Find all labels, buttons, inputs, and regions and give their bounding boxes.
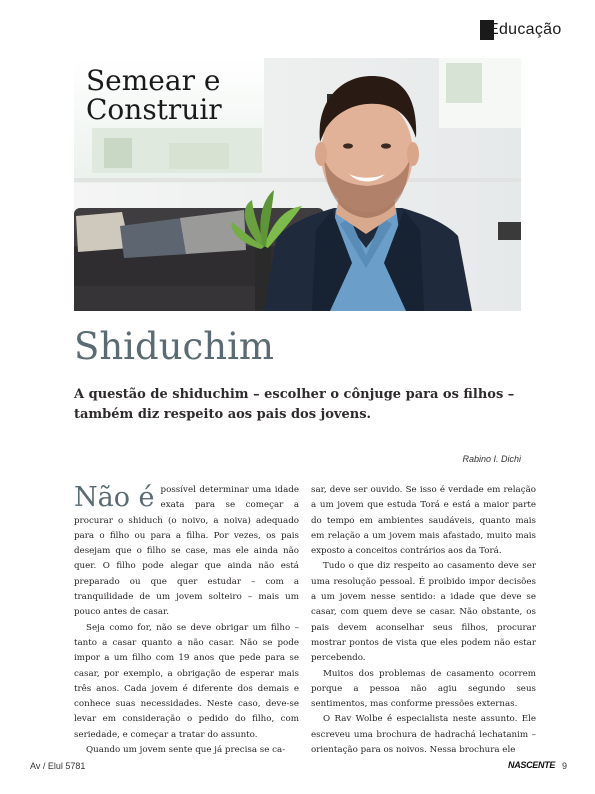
body-column-left bbox=[74, 483, 299, 758]
body-paragraph: Tudo o que diz respeito ao casamento deve ser uma resolução pessoal. É proibido impor decisões a um jovem nesse sentido: a idade que deve se casar, com quem deve se casar. Não obstante, os pais devem aconselhar seus filhos, procurar mostrar pontos de vista que eles podem não estar percebendo. bbox=[311, 561, 536, 664]
body-paragraph: O Rav Wolbe é especialista neste assunto. Ele escreveu uma brochura de hadrachá lechatanim – orientação para os noivos. Nessa brochura ele bbox=[311, 714, 536, 756]
issue-date: Av / Elul 5781 bbox=[30, 761, 86, 771]
body-paragraph-text: possível determinar uma idade exata para se começar a procurar o shiduch (o noivo, a noiva) adequado para o filho ou para a filha. Por vezes, os pais desejam que o filho se case, mas ele ainda não quer. O filho pode alegar que ainda não está preparado ou que quer estudar – com a tranquilidade de um jovem solteiro – mais um pouco antes de casar. bbox=[74, 485, 299, 618]
article-title: Shiduchim bbox=[74, 325, 274, 368]
series-title bbox=[86, 66, 222, 124]
hero-photo bbox=[74, 58, 521, 311]
section-tag bbox=[480, 20, 562, 40]
body-column-right bbox=[311, 483, 536, 758]
body-paragraph: Quando um jovem sente que já precisa se ca- bbox=[86, 745, 286, 756]
magazine-logo: NASCENTE bbox=[508, 760, 556, 770]
body-paragraph: Muitos dos problemas de casamento ocorrem porque a pessoa não agiu segundo seus sentimentos, mas conforme pressões externas. bbox=[311, 668, 536, 710]
series-title-line1: Semear e bbox=[86, 64, 221, 97]
article-author: Rabino I. Dichi bbox=[462, 454, 521, 464]
article-lead: A questão de shiduchim – escolher o cônjuge para os filhos – também diz respeito aos pais dos jovens. bbox=[74, 387, 515, 422]
section-tag-label: Educação bbox=[488, 21, 562, 38]
body-paragraph: Seja como for, não se deve obrigar um filho – tanto a casar quanto a não casar. Não se pode impor a um filho com 19 anos que pede para se casar, por exemplo, a obrigação de esperar mais três anos. Cada jovem é diferente dos demais e conhece suas necessidades. Neste caso, deve-se levar em consideração o pedido do filho, com seriedade, e começar a tratar do assunto. bbox=[74, 622, 299, 740]
series-title-line2: Construir bbox=[86, 93, 222, 126]
drop-cap: Não é bbox=[74, 482, 155, 513]
body-paragraph bbox=[74, 483, 299, 621]
page-number: 9 bbox=[562, 761, 568, 771]
body-paragraph: sar, deve ser ouvido. Se isso é verdade em relação a um jovem que estuda Torá e está a maior parte do tempo em ambientes saudáveis, quanto mais em relação a um jovem mais afastado, muito mais exposto a conceitos contrários aos da Torá. bbox=[311, 485, 536, 557]
